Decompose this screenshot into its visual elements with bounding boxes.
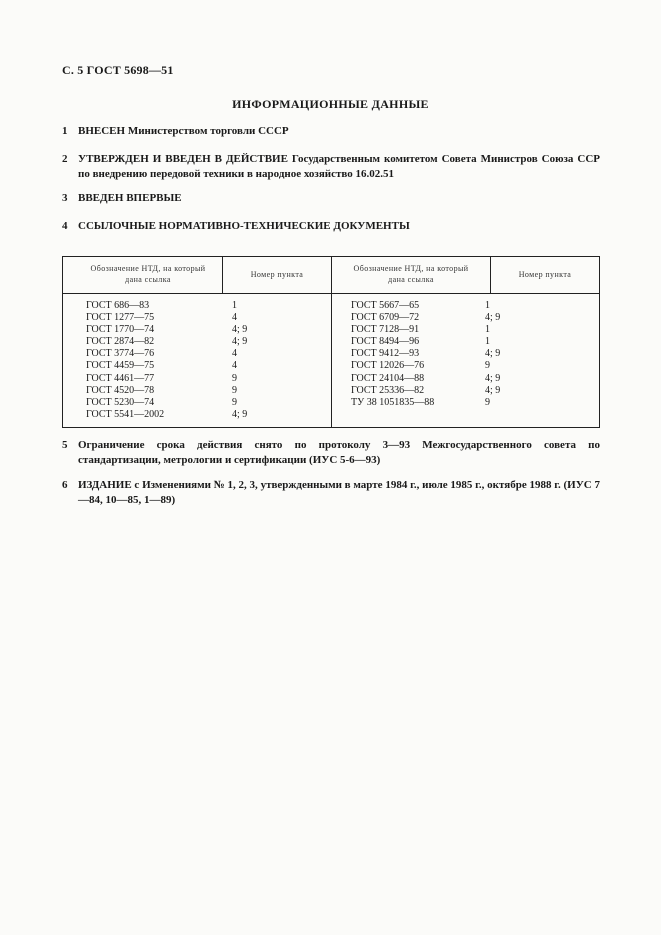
section-title: ИНФОРМАЦИОННЫЕ ДАННЫЕ [232, 97, 429, 111]
item-4 [62, 219, 600, 234]
clause-number: 1 [485, 324, 490, 336]
doc-designation: ГОСТ 25336—82 [351, 384, 425, 396]
item-keyword: ВНЕСЕН [78, 125, 126, 137]
doc-designation: ГОСТ 5667—65 [351, 300, 420, 311]
clause-number: 1 [485, 300, 490, 311]
clause-number: 4; 9 [485, 348, 501, 360]
clause-number: 1 [232, 300, 237, 311]
clause-number: 9 [232, 372, 237, 384]
clause-number: 4 [232, 312, 237, 324]
doc-designation: ГОСТ 24104—88 [351, 372, 425, 384]
item-1 [62, 124, 600, 139]
doc-designation: ГОСТ 4461—77 [86, 372, 155, 384]
item-number: 3 [62, 192, 68, 204]
item-5 [62, 438, 600, 468]
doc-designation: ГОСТ 2874—82 [86, 336, 155, 348]
item-number: 1 [62, 125, 68, 137]
clause-number: 4; 9 [232, 408, 248, 420]
doc-designation: ГОСТ 686—83 [86, 300, 150, 311]
doc-designation: ТУ 38 1051835—88 [351, 396, 435, 408]
header-doc-right: Обозначение НТД, на который дана ссылка [353, 264, 469, 284]
doc-designation: ГОСТ 4520—78 [86, 384, 155, 396]
clause-number: 4; 9 [232, 324, 248, 336]
item-number: 4 [62, 220, 68, 232]
header-clause-right: Номер пункта [518, 270, 572, 279]
doc-designation: ГОСТ 1770—74 [86, 324, 155, 336]
clause-number: 4; 9 [485, 312, 501, 324]
item-text: Государственным комитетом Совета Министров Союза ССР по внедрению передовой техники в народное хозяйство 16.02.51 [78, 153, 601, 180]
clause-column-left [232, 300, 247, 421]
clause-number: 4 [232, 348, 237, 360]
doc-designation: ГОСТ 5541—2002 [86, 408, 165, 420]
clause-number: 4; 9 [232, 336, 248, 348]
doc-designation: ГОСТ 5230—74 [86, 396, 155, 408]
clause-number: 9 [232, 384, 237, 396]
doc-column-left [86, 300, 164, 421]
item-text: Министерством торговли СССР [127, 125, 289, 137]
item-text: Ограничение срока действия снято по протоколу 3—93 Межгосударственного совета по стандартизации, метрологии и сертификации (ИУС 5-6—93) [78, 439, 600, 466]
item-number: 2 [62, 153, 68, 165]
doc-designation: ГОСТ 1277—75 [86, 312, 155, 324]
doc-designation: ГОСТ 6709—72 [351, 312, 420, 324]
reference-table [62, 256, 600, 428]
clause-number: 9 [485, 360, 490, 372]
clause-number: 4; 9 [485, 372, 501, 384]
doc-designation: ГОСТ 12026—76 [351, 360, 425, 372]
clause-number: 9 [485, 396, 490, 408]
clause-column-right [485, 300, 500, 409]
item-number: 6 [62, 479, 68, 491]
item-keyword: УТВЕРЖДЕН И ВВЕДЕН В ДЕЙСТВИЕ [78, 153, 288, 165]
doc-designation: ГОСТ 7128—91 [351, 324, 420, 336]
item-3 [62, 191, 600, 206]
item-text: с Изменениями № 1, 2, 3, утвержденными в марте 1984 г., июле 1985 г., октябре 1988 г. (ИУС 7—84, 10—85, 1—89) [78, 479, 601, 506]
doc-column-right [351, 300, 434, 409]
header-doc-left: Обозначение НТД, на который дана ссылка [90, 264, 206, 284]
clause-number: 4; 9 [485, 384, 501, 396]
doc-designation: ГОСТ 9412—93 [351, 348, 420, 360]
item-keyword: ССЫЛОЧНЫЕ НОРМАТИВНО-ТЕХНИЧЕСКИЕ ДОКУМЕНТЫ [78, 220, 410, 232]
doc-designation: ГОСТ 8494—96 [351, 336, 420, 348]
doc-designation: ГОСТ 4459—75 [86, 360, 155, 372]
clause-number: 1 [485, 336, 490, 348]
item-number: 5 [62, 439, 68, 451]
clause-number: 9 [232, 396, 237, 408]
item-keyword: ИЗДАНИЕ [78, 479, 132, 491]
doc-designation: ГОСТ 3774—76 [86, 348, 155, 360]
item-keyword: ВВЕДЕН ВПЕРВЫЕ [78, 192, 182, 204]
header-clause-left: Номер пункта [250, 270, 304, 279]
page-header: С. 5 ГОСТ 5698—51 [62, 63, 174, 77]
clause-number: 4 [232, 360, 237, 372]
item-6 [62, 478, 600, 508]
item-2 [62, 152, 600, 182]
